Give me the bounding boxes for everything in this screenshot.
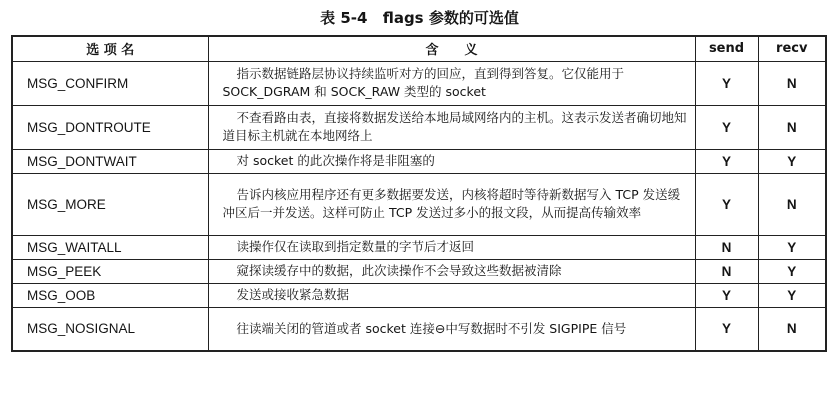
recv-flag: Y — [758, 235, 826, 259]
table-caption — [0, 7, 839, 28]
option-name: MSG_WAITALL — [12, 235, 208, 259]
send-flag: N — [695, 235, 758, 259]
table-row — [12, 149, 826, 173]
option-desc: 发送或接收紧急数据 — [208, 283, 695, 307]
option-desc: 告诉内核应用程序还有更多数据要发送，内核将超时等待新数据写入 TCP 发送缓冲区后一并发送。这样可防止 TCP 发送过多小的报文段，从而提高传输效率 — [208, 173, 695, 235]
option-name: MSG_PEEK — [12, 259, 208, 283]
option-desc: 指示数据链路层协议持续监听对方的回应，直到得到答复。它仅能用于 SOCK_DGRAM 和 SOCK_RAW 类型的 socket — [208, 61, 695, 105]
flags-table — [11, 35, 827, 352]
send-flag: Y — [695, 283, 758, 307]
option-name: MSG_MORE — [12, 173, 208, 235]
table-number: 表 5-4 — [320, 9, 368, 27]
table-row — [12, 173, 826, 235]
table-row — [12, 235, 826, 259]
send-flag: Y — [695, 149, 758, 173]
recv-flag: N — [758, 61, 826, 105]
recv-flag: N — [758, 105, 826, 149]
option-name: MSG_OOB — [12, 283, 208, 307]
header-meaning: 含 义 — [208, 36, 695, 61]
send-flag: Y — [695, 173, 758, 235]
recv-flag: Y — [758, 149, 826, 173]
header-send: send — [695, 36, 758, 61]
table-row — [12, 283, 826, 307]
send-flag: Y — [695, 105, 758, 149]
option-name: MSG_NOSIGNAL — [12, 307, 208, 351]
table-row — [12, 259, 826, 283]
send-flag: N — [695, 259, 758, 283]
header-row — [12, 36, 826, 61]
option-desc: 窥探读缓存中的数据，此次读操作不会导致这些数据被清除 — [208, 259, 695, 283]
send-flag: Y — [695, 307, 758, 351]
send-flag: Y — [695, 61, 758, 105]
option-desc: 对 socket 的此次操作将是非阻塞的 — [208, 149, 695, 173]
table-row — [12, 61, 826, 105]
option-desc: 不查看路由表，直接将数据发送给本地局域网络内的主机。这表示发送者确切地知道目标主机就在本地网络上 — [208, 105, 695, 149]
option-name: MSG_DONTROUTE — [12, 105, 208, 149]
recv-flag: N — [758, 173, 826, 235]
option-name: MSG_CONFIRM — [12, 61, 208, 105]
option-name: MSG_DONTWAIT — [12, 149, 208, 173]
header-recv: recv — [758, 36, 826, 61]
recv-flag: Y — [758, 259, 826, 283]
table-row — [12, 307, 826, 351]
header-option: 选 项 名 — [12, 36, 208, 61]
table-row — [12, 105, 826, 149]
recv-flag: N — [758, 307, 826, 351]
option-desc: 读操作仅在读取到指定数量的字节后才返回 — [208, 235, 695, 259]
table-title: flags 参数的可选值 — [382, 9, 519, 27]
option-desc: 往读端关闭的管道或者 socket 连接⊖中写数据时不引发 SIGPIPE 信号 — [208, 307, 695, 351]
recv-flag: Y — [758, 283, 826, 307]
